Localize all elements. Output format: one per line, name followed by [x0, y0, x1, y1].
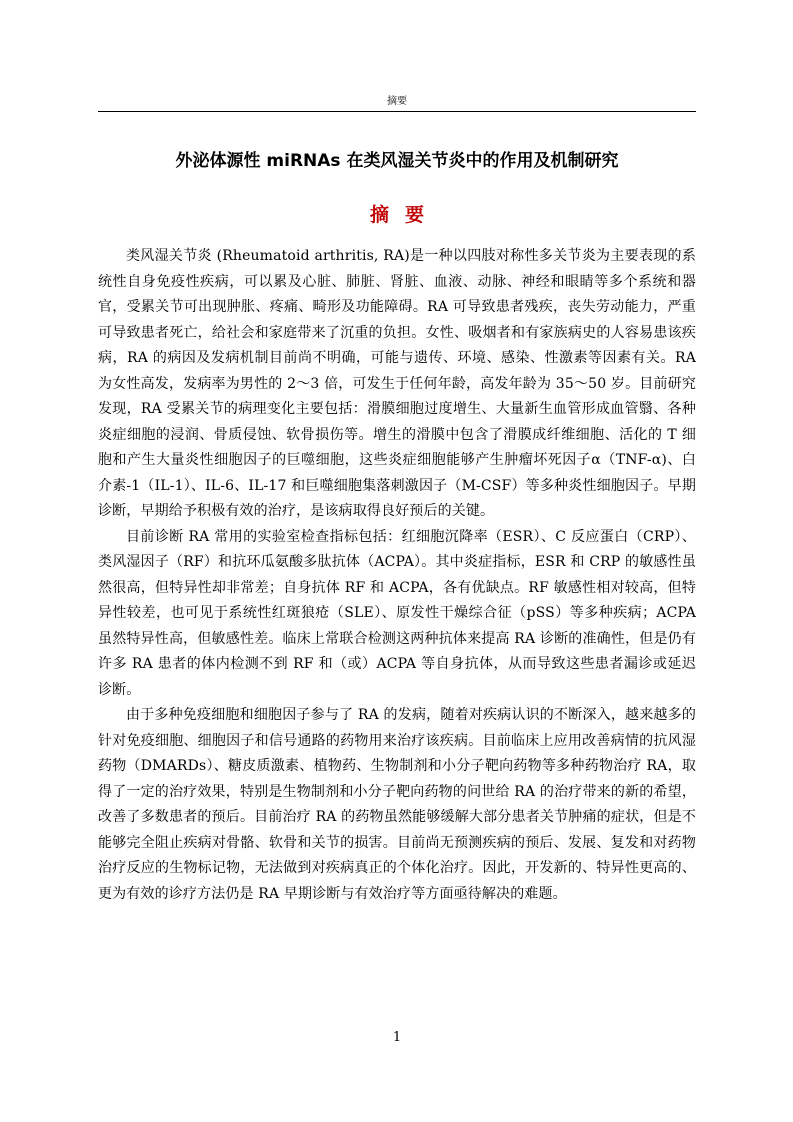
- abstract-paragraph-1: 类风湿关节炎 (Rheumatoid arthritis, RA)是一种以四肢对称性多关节炎为主要表现的系统性自身免疫性疾病，可以累及心脏、肺脏、肾脏、血液、动脉、神经和眼睛等多个系统和器官，受累关节可出现肿胀、疼痛、畸形及功能障碍。RA 可导致患者残疾，丧失劳动能力，严重可导致患者死亡，给社会和家庭带来了沉重的负担。女性、吸烟者和有家族病史的人容易患该疾病，RA 的病因及发病机制目前尚不明确，可能与遗传、环境、感染、性激素等因素有关。RA 为女性高发，发病率为男性的 2～3 倍，可发生于任何年龄，高发年龄为 35～50 岁。目前研究发现，RA 受累关节的病理变化主要包括：滑膜细胞过度增生、大量新生血管形成血管翳、各种炎症细胞的浸润、骨质侵蚀、软骨损伤等。增生的滑膜中包含了滑膜成纤维细胞、活化的 T 细胞和产生大量炎性细胞因子的巨噬细胞，这些炎症细胞能够产生肿瘤坏死因子α（TNF-α)、白介素-1（IL-1）、IL-6、IL-17 和巨噬细胞集落刺激因子（M-CSF）等多种炎性细胞因子。早期诊断，早期给予积极有效的治疗，是该病取得良好预后的关键。: [98, 248, 696, 519]
- header-divider: [98, 111, 696, 112]
- abstract-paragraph-3: 由于多种免疫细胞和细胞因子参与了 RA 的发病，随着对疾病认识的不断深入，越来越多的针对免疫细胞、细胞因子和信号通路的药物用来治疗该疾病。目前临床上应用改善病情的抗风湿药物（DMARDs）、糖皮质激素、植物药、生物制剂和小分子靶向药物等多种药物治疗 RA，取得了一定的治疗效果，特别是生物制剂和小分子靶向药物的问世给 RA 的治疗带来的新的希望，改善了多数患者的预后。目前治疗 RA 的药物虽然能够缓解大部分患者关节肿痛的症状，但是不能够完全阻止疾病对骨骼、软骨和关节的损害。目前尚无预测疾病的预后、发展、复发和对药物治疗反应的生物标记物，无法做到对疾病真正的个体化治疗。因此，开发新的、特异性更高的、更为有效的诊疗方法仍是 RA 早期诊断与有效治疗等方面亟待解决的难题。: [98, 707, 696, 902]
- section-heading: 摘要: [369, 204, 440, 226]
- abstract-body: [98, 244, 696, 907]
- abstract-paragraph-2: 目前诊断 RA 常用的实验室检查指标包括：红细胞沉降率（ESR）、C 反应蛋白（CRP）、类风湿因子（RF）和抗环瓜氨酸多肽抗体（ACPA）。其中炎症指标，ESR 和 CRP 的敏感性虽然很高，但特异性却非常差；自身抗体 RF 和 ACPA，各有优缺点。RF 敏感性相对较高，但特异性较差，也可见于系统性红斑狼疮（SLE）、原发性干燥综合征（pSS）等多种疾病；ACPA 虽然特异性高，但敏感性差。临床上常联合检测这两种抗体来提高 RA 诊断的准确性，但是仍有许多 RA 患者的体内检测不到 RF 和（或）ACPA 等自身抗体，从而导致这些患者漏诊或延迟诊断。: [98, 528, 696, 698]
- running-header: 摘要: [387, 96, 407, 107]
- page-number: 1: [392, 1030, 402, 1045]
- document-title: 外泌体源性 miRNAs 在类风湿关节炎中的作用及机制研究: [175, 151, 619, 171]
